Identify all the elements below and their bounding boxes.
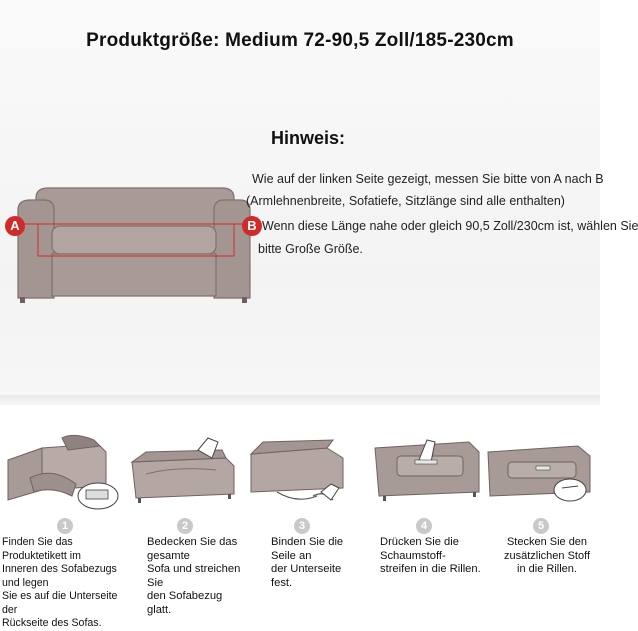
marker-b: B: [242, 216, 262, 236]
step-4: [369, 430, 487, 600]
section-divider: [0, 395, 600, 405]
step-3-number: 3: [294, 518, 310, 534]
step-3-text: Binden Sie die Seile an der Unterseite fest.: [271, 536, 344, 589]
step-1-text: Finden Sie das Produktetikett im Inneren des Sofabezugs und legen Sie es auf die Unterseite der Rückseite des Sofas.: [2, 536, 118, 629]
hand-smooth-icon: [126, 430, 244, 514]
step-2: [126, 430, 244, 616]
extra-fabric-icon: [482, 430, 600, 514]
hint-line-2: (Armlehnenbreite, Sofatiefe, Sitzlänge sind alle enthalten): [246, 194, 565, 208]
step-1: [2, 430, 120, 629]
hint-line-1: Wie auf der linken Seite gezeigt, messen Sie bitte von A nach B: [252, 172, 604, 186]
step-3: [247, 430, 365, 600]
hint-line-4: bitte Große Größe.: [258, 242, 363, 256]
step-4-number: 4: [416, 518, 432, 534]
label-tag-icon: [2, 430, 120, 514]
marker-a: A: [5, 216, 25, 236]
sofa-measure-illustration: [4, 180, 266, 310]
step-2-text: Bedecken Sie das gesamte Sofa und streichen Sie den Sofabezug glatt.: [147, 536, 241, 616]
product-size-title: Produktgröße: Medium 72-90,5 Zoll/185-230cm: [86, 30, 514, 51]
step-2-number: 2: [177, 518, 193, 534]
step-4-text: Drücken Sie die Schaumstoff- streifen in die Rillen.: [380, 536, 481, 575]
step-5: [482, 430, 600, 600]
step-5-text: Stecken Sie den zusätzlichen Stoff in die Rillen.: [504, 536, 591, 575]
step-5-number: 5: [533, 518, 549, 534]
tie-rope-icon: [247, 430, 365, 514]
hint-heading: Hinweis:: [271, 128, 346, 148]
foam-strip-icon: [369, 430, 487, 514]
hint-line-3: Wenn diese Länge nahe oder gleich 90,5 Zoll/230cm ist, wählen Sie: [262, 219, 638, 233]
step-1-number: 1: [57, 518, 73, 534]
